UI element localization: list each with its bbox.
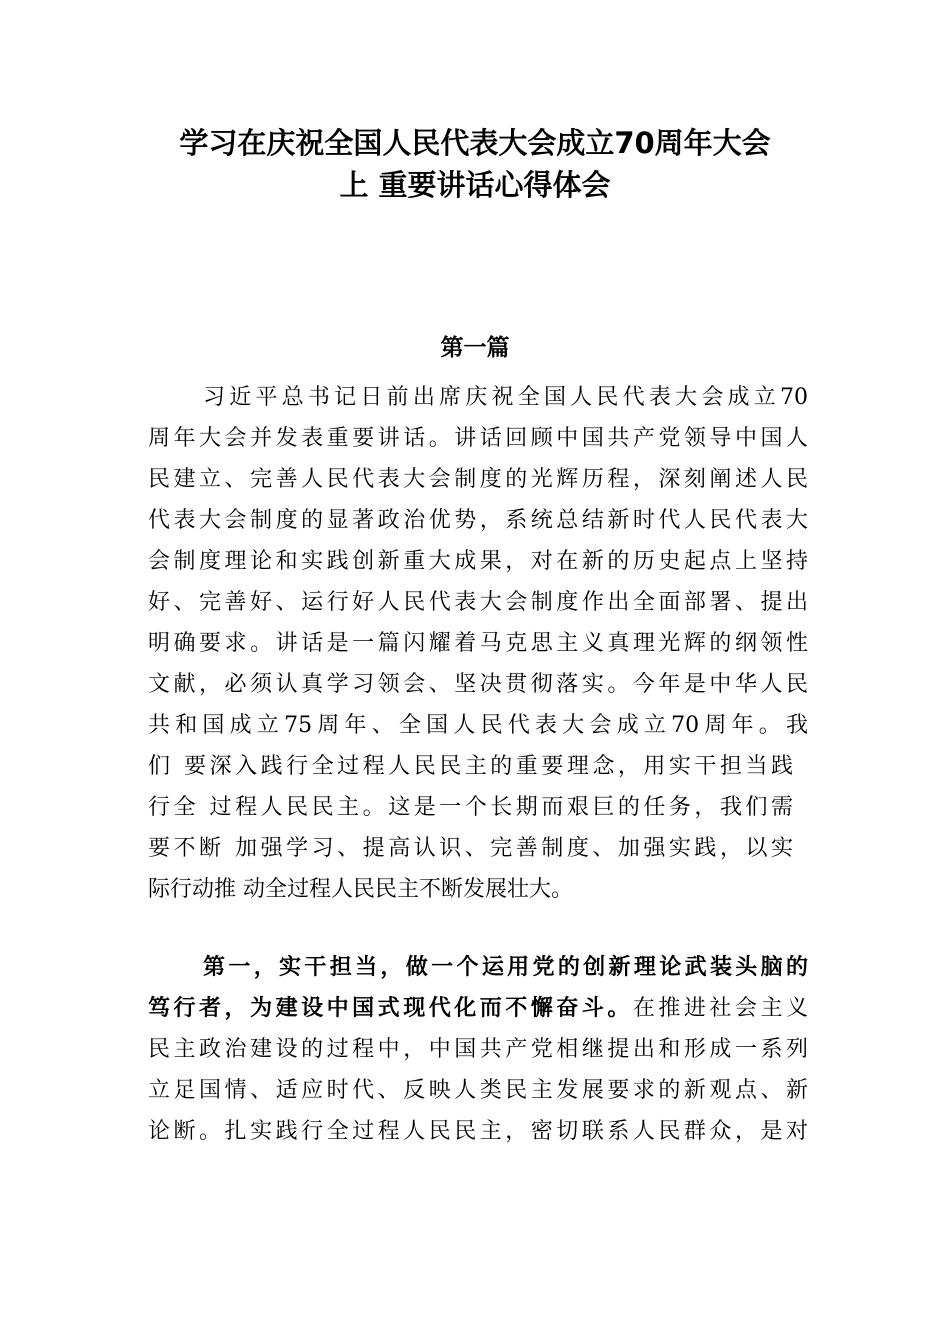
paragraph-2-line: 民主政治建设的过程中，中国共产党相继提出和形成一系列	[148, 1037, 808, 1062]
section-heading: 第一篇	[440, 335, 510, 361]
paragraph-1-line: 明确要求。讲话是一篇闪耀着马克思主义真理光辉的纲领性	[148, 631, 808, 656]
document-title-line-2: 上 重要讲话心得体会	[339, 168, 611, 202]
paragraph-1-line: 们 要深入践行全过程人民民主的重要理念，用实干担当践	[148, 754, 793, 779]
paragraph-2-line: 立足国情、适应时代、反映人类民主发展要求的新观点、新	[148, 1078, 808, 1103]
paragraph-2-bold-heading: 第一，实干担当，做一个运用党的创新理论武装头脑的	[203, 955, 808, 980]
paragraph-1-line: 会制度理论和实践创新重大成果，对在新的历史起点上坚持	[148, 549, 808, 574]
paragraph-1-line: 好、完善好、运行好人民代表大会制度作出全面部署、提出	[148, 590, 808, 615]
paragraph-1-line: 民建立、完善人民代表大会制度的光辉历程，深刻阐述人民	[148, 467, 808, 492]
paragraph-1-line: 共和国成立75周年、全国人民代表大会成立70周年。我	[148, 713, 808, 738]
paragraph-1-line: 代表大会制度的显著政治优势，系统总结新时代人民代表大	[148, 508, 808, 533]
paragraph-2-line: 论断。扎实践行全过程人民民主，密切联系人民群众，是对	[148, 1119, 808, 1144]
paragraph-1-line: 习近平总书记日前出席庆祝全国人民代表大会成立70	[203, 385, 808, 410]
paragraph-1-line: 行全 过程人民民主。这是一个长期而艰巨的任务，我们需	[148, 795, 793, 820]
paragraph-2-line	[148, 991, 808, 1027]
paragraph-1-line: 文献，必须认真学习领会、坚决贯彻落实。今年是中华人民	[148, 672, 808, 697]
paragraph-2-bold-heading-end: 笃行者，为建设中国式现代化而不懈奋斗。	[148, 996, 633, 1021]
document-title-line-1: 学习在庆祝全国人民代表大会成立70周年大会	[179, 126, 771, 160]
paragraph-1-line: 要不断 加强学习、提高认识、完善制度、加强实践，以实	[148, 836, 793, 861]
paragraph-1-line: 际行动推 动全过程人民民主不断发展壮大。	[148, 877, 573, 902]
paragraph-1-line: 周年大会并发表重要讲话。讲话回顾中国共产党领导中国人	[148, 426, 808, 451]
paragraph-2-text: 在推进社会主义	[632, 996, 808, 1021]
